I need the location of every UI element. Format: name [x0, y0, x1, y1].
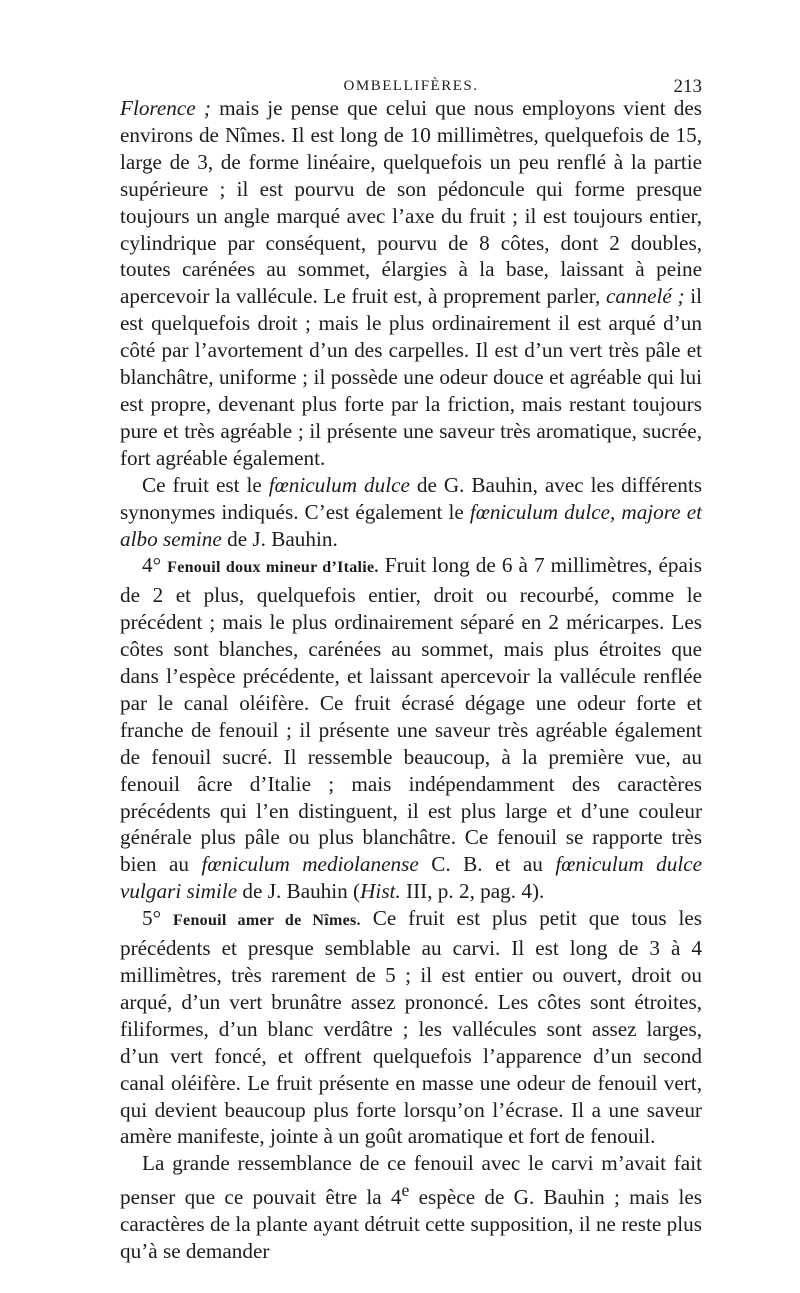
paragraph-2: [120, 472, 702, 553]
text-run: espèce de G. Bauhin ; mais les caractères de la plante ayant détruit cette supposition, il ne reste plus qu’à se demander: [120, 1185, 702, 1264]
text-run: Ce fruit est plus petit que tous les précédents et presque semblable au carvi. Il est long de 3 à 4 millimètres, très rarement de 5 ; il est entier ou ouvert, droit ou arqué, d’un vert brunâtre assez prononcé. Les côtes sont étroites, filiformes, d’un blanc verdâtre ; les vallécules sont assez larges, d’un vert foncé, et offrent quelquefois l’apparence d’un second canal oléifère. Le fruit présente en masse une odeur de fenouil vert, qui devient beaucoup plus forte lorsqu’on l’écrase. Il a une saveur amère manifeste, jointe à un goût aromatique et fort de fenouil.: [120, 906, 702, 1149]
section-title: Fenouil doux mineur d’Italie.: [167, 559, 379, 577]
text-run: La grande ressemblance de ce fenouil avec le carvi m’avait fait penser que ce pouvait être la 4: [120, 1151, 702, 1210]
paragraph-5: [120, 1150, 702, 1265]
text-run: Fruit long de 6 à 7 millimètres, épais de 2 et plus, quelquefois entier, droit ou recourbé, comme le précédent ; mais le plus ordinairement séparé en 2 méricarpes. Les côtes sont blanches, carénées au sommet, mais plus étroites que dans l’espèce précédente, et laissant apercevoir la vallécule renflée par le canal oléifère. Ce fruit écrasé dégage une odeur forte et franche de fenouil ; il présente une saveur très agréable également de fenouil sucré. Il ressemble beaucoup, à la première vue, au fenouil âcre d’Italie ; mais indépendamment des caractères précédents qui l’en distinguent, il est plus large et d’une couleur générale plus pâle ou plus blanchâtre. Ce fenouil se rapporte très bien au: [120, 553, 702, 877]
section-number: 5°: [142, 906, 173, 931]
superscript: e: [401, 1180, 410, 1201]
text-run: C. B. et au: [418, 852, 556, 877]
text-run: Ce fruit est le: [142, 472, 269, 497]
text-run: il est quelquefois droit ; mais le plus ordinairement il est arqué d’un côté par l’avortement d’un des carpelles. Il est d’un vert très pâle et blanchâtre, uniforme ; il possède une odeur douce et agréable qui lui est propre, devenant plus forte par la friction, mais restant toujours pure et très agréable ; il présente une saveur très aromatique, sucrée, fort agréable également.: [120, 284, 702, 470]
running-title: OMBELLIFÈRES.: [343, 78, 479, 94]
text-italic: Hist.: [360, 879, 401, 904]
text-run: III, p. 2, pag. 4).: [400, 879, 545, 904]
text-italic: fœniculum mediolanense: [201, 852, 419, 877]
page-number: 213: [673, 76, 702, 97]
section-title: Fenouil amer de Nîmes.: [172, 912, 361, 930]
paragraph-1: [120, 95, 702, 472]
text-italic: Florence ;: [120, 96, 211, 120]
text-run: mais je pense que celui que nous employons vient des environs de Nîmes. Il est long de 10 millimètres, quelquefois de 15, large de 3, de forme linéaire, quelquefois un peu renflé à la partie supérieure ; il est pourvu de son pédoncule qui forme presque toujours un angle marqué avec l’axe du fruit ; il est toujours entier, cylindrique par conséquent, pourvu de 8 côtes, dont 2 doubles, toutes carénées au sommet, élargies à la base, laissant à peine apercevoir la vallécule. Le fruit est, à proprement parler,: [120, 96, 702, 309]
paragraph-4: [120, 905, 702, 1150]
text-italic: cannelé ;: [605, 284, 685, 309]
section-number: 4°: [142, 553, 168, 578]
text-italic: fœniculum dulce, majore et albo semine: [120, 499, 702, 551]
text-run: de J. Bauhin (: [237, 879, 361, 904]
text-run: de J. Bauhin.: [221, 526, 338, 551]
paragraph-3: [120, 552, 702, 905]
text-run: de G. Bauhin, avec les différents synonymes indiqués. C’est également le: [120, 472, 702, 524]
body-text: [120, 95, 702, 1265]
text-italic: fœniculum dulce vulgari simile: [120, 852, 703, 904]
text-italic: fœniculum dulce: [268, 472, 410, 497]
